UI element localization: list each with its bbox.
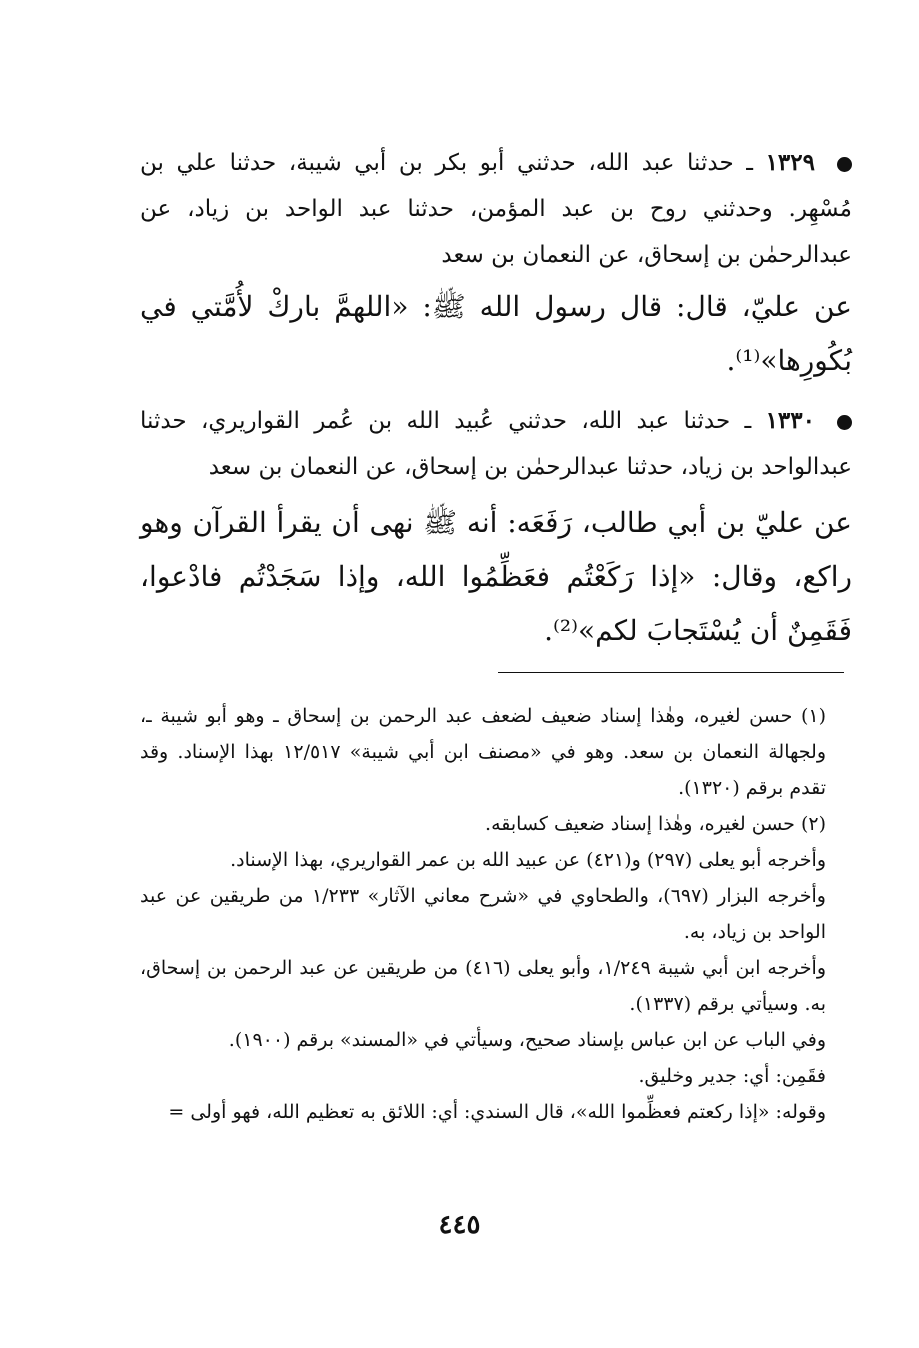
footnotes [140, 698, 852, 1130]
hadith-number: ١٣٣٠ [765, 407, 815, 434]
footnote-2: (٢) حسن لغيره، وهٰذا إسناد ضعيف كسابقه. [485, 813, 826, 835]
footnote-1: (١) حسن لغيره، وهٰذا إسناد ضعيف لضعف عبد الرحمن بن إسحاق ـ وهو أبو شيبة ـ، ولجهالة النعمان بن سعد. وهو في «مصنف ابن أبي شيبة» ١٢/٥١٧ بهذا الإسناد. وقد تقدم برقم (١٣٢٠). [140, 705, 826, 799]
isnad-text: ـ حدثنا عبد الله، حدثني عُبيد الله بن عُمر القواريري، حدثنا عبدالواحد بن زياد، حدثنا عبدالرحمٰن بن إسحاق، عن النعمان بن سعد [140, 408, 852, 480]
page-number: ٤٤٥ [438, 1210, 481, 1240]
hadith-1329-matn: عن عليّ، قال: قال رسول الله ﷺ: «اللهمَّ باركْ لأُمَّتي في بُكُورِها»⁽¹⁾. [140, 290, 852, 377]
footnote-2-line: وقوله: «إذا ركعتم فعظِّموا الله»، قال السندي: أي: اللائق به تعظيم الله، فهو أولى = [168, 1101, 826, 1123]
hadith-1329-chain [140, 140, 852, 278]
footnote-2-line: فقَمِن: أي: جدير وخليق. [638, 1065, 826, 1087]
footnote-divider [498, 672, 844, 673]
isnad-text: ـ حدثنا عبد الله، حدثني أبو بكر بن أبي شيبة، حدثنا علي بن مُسْهِر. وحدثني روح بن عبد المؤمن، حدثنا عبد الواحد بن زياد، عن عبدالرحمٰن بن إسحاق، عن النعمان بن سعد [140, 150, 852, 268]
hadith-1330-matn: عن عليّ بن أبي طالب، رَفَعَه: أنه ﷺ نهى أن يقرأ القرآن وهو راكع، وقال: «إذا رَكَعْتُم فعَظِّمُوا الله، وإذا سَجَدْتُم فادْعوا، فَقَمِنٌ أن يُسْتَجابَ لكم»⁽²⁾. [140, 506, 852, 647]
bullet-icon [837, 415, 852, 430]
footnote-2-line: وأخرجه أبو يعلى (٢٩٧) و(٤٢١) عن عبيد الله بن عمر القواريري، بهذا الإسناد. [230, 849, 826, 871]
footnote-2-line: وفي الباب عن ابن عباس بإسناد صحيح، وسيأتي في «المسند» برقم (١٩٠٠). [228, 1029, 826, 1051]
footnote-2-line: وأخرجه البزار (٦٩٧)، والطحاوي في «شرح معاني الآثار» ١/٢٣٣ من طريقين عن عبد الواحد بن زياد، به. [140, 885, 826, 943]
hadith-number: ١٣٢٩ [765, 149, 815, 176]
bullet-icon [837, 157, 852, 172]
footnote-2-line: وأخرجه ابن أبي شيبة ١/٢٤٩، وأبو يعلى (٤١٦) من طريقين عن عبد الرحمن بن إسحاق، به. وسيأتي برقم (١٣٣٧). [140, 957, 827, 1015]
hadith-1330-chain [140, 398, 852, 490]
